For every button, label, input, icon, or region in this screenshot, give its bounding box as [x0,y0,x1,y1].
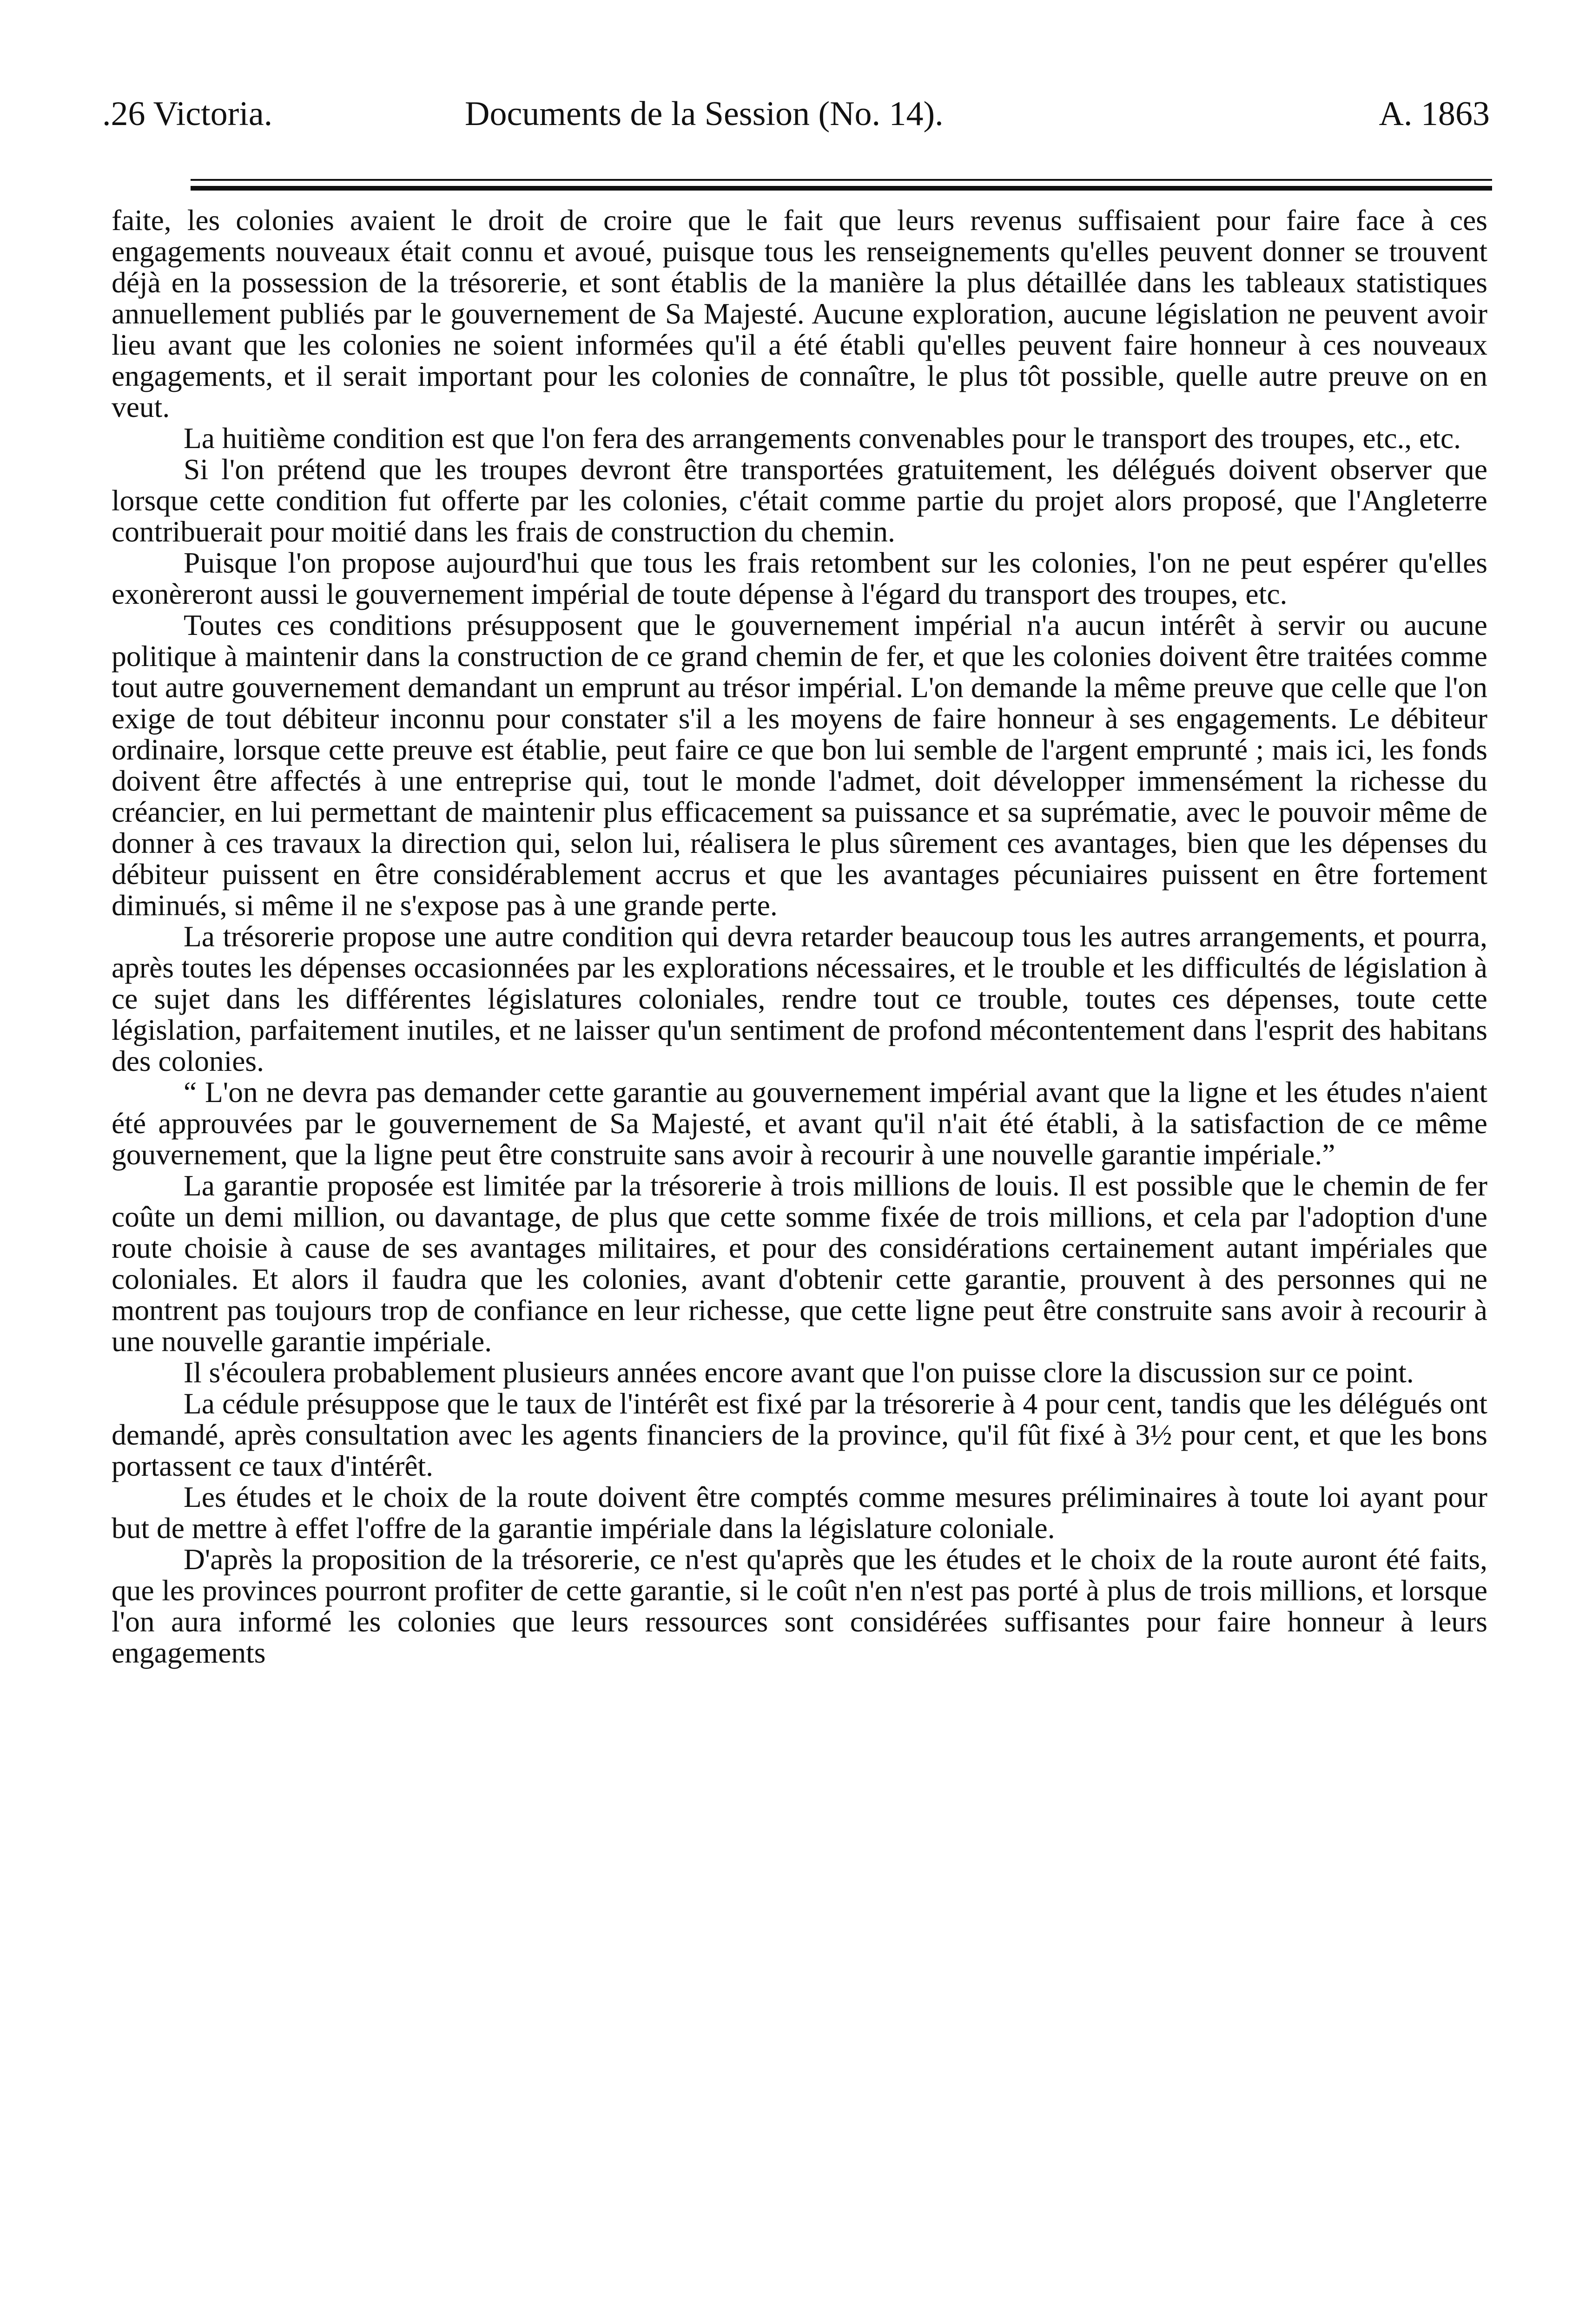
header-year: A. 1863 [1379,95,1490,133]
paragraph-11: Les études et le choix de la route doivent être comptés comme mesures préliminaires à toute loi ayant pour but de mettre à effet l'offre de la garantie impériale dans la législature coloniale. [112,1480,1487,1545]
paragraph-10: La cédule présuppose que le taux de l'intérêt est fixé par la trésorerie à 4 pour cent, tandis que les délégués ont demandé, après consultation avec les agents financiers de la province, qu'il fût fixé à 3½ pour cent, et que les bons portassent ce taux d'intérêt. [112,1387,1487,1482]
paragraph-12: D'après la proposition de la trésorerie, ce n'est qu'après que les études et le choix de la route auront été faits, que les provinces pourront profiter de cette garantie, si le coût n'en n'est pas porté à plus de trois millions, et lorsque l'on aura informé les colonies que leurs ressources sont considérées suffisantes pour faire honneur à leurs engagements [112,1543,1487,1669]
header-rule-thick [191,186,1492,191]
paragraph-4: Puisque l'on propose aujourd'hui que tous les frais retombent sur les colonies, l'on ne peut espérer qu'elles exonèreront aussi le gouvernement impérial de toute dépense à l'égard du transport des troupes, etc. [112,546,1487,610]
header-title: Documents de la Session (No. 14). [465,95,944,133]
paragraph-2: La huitième condition est que l'on fera des arrangements convenables pour le transport des troupes, etc., etc. [184,422,1461,455]
header-volume: .26 Victoria. [102,95,273,133]
running-header [102,93,1490,135]
paragraph-5: Toutes ces conditions présupposent que le gouvernement impérial n'a aucun intérêt à servir ou aucune politique à maintenir dans la construction de ce grand chemin de fer, et que les colonies doivent être traitées comme tout autre gouvernement demandant un emprunt au trésor impérial. L'on demande la même preuve que celle que l'on exige de tout débiteur inconnu pour constater s'il a les moyens de faire honneur à ses engagements. Le débiteur ordinaire, lorsque cette preuve est établie, peut faire ce que bon lui semble de l'argent emprunté ; mais ici, les fonds doivent être affectés à une entreprise qui, tout le monde l'admet, doit développer immensément la richesse du créancier, en lui permettant de maintenir plus efficacement sa puissance et sa suprématie, avec le pouvoir même de donner à ces travaux la direction qui, selon lui, réalisera le plus sûrement ces avantages, bien que les dépenses du débiteur puissent en être considérablement accrus et que les avantages pécuniaires puissent en être fortement diminués, si même il ne s'expose pas à une grande perte. [112,608,1487,922]
paragraph-6: La trésorerie propose une autre condition qui devra retarder beaucoup tous les autres arrangements, et pourra, après toutes les dépenses occasionnées par les explorations nécessaires, et le trouble et les difficultés de législation à ce sujet dans les différentes législatures coloniales, rendre tout ce trouble, toutes ces dépenses, toute cette législation, parfaitement inutiles, et ne laisser qu'un sentiment de profond mécontentement dans l'esprit des habitans des colonies. [112,920,1487,1077]
body-text [112,205,1487,1668]
header-rule-thin [191,179,1492,181]
paragraph-3: Si l'on prétend que les troupes devront être transportées gratuitement, les délégués doivent observer que lorsque cette condition fut offerte par les colonies, c'était comme partie du projet alors proposé, que l'Angleterre contribuerait pour moitié dans les frais de construction du chemin. [112,453,1487,548]
paragraph-9: Il s'écoulera probablement plusieurs années encore avant que l'on puisse clore la discussion sur ce point. [184,1356,1414,1389]
paragraph-1: faite, les colonies avaient le droit de croire que le fait que leurs revenus suffisaient pour faire face à ces engagements nouveaux était connu et avoué, puisque tous les renseignements qu'elles peuvent donner se trouvent déjà en la possession de la trésorerie, et sont établis de la manière la plus détaillée dans les tableaux statistiques annuellement publiés par le gouvernement de Sa Majesté. Aucune exploration, aucune législation ne peuvent avoir lieu avant que les colonies ne soient informées qu'il a été établi qu'elles peuvent faire honneur à ces nouveaux engagements, et il serait important pour les colonies de connaître, le plus tôt possible, quelle autre preuve on en veut. [112,204,1487,423]
paragraph-8: La garantie proposée est limitée par la trésorerie à trois millions de louis. Il est possible que le chemin de fer coûte un demi million, ou davantage, de plus que cette somme fixée de trois millions, et cela par l'adoption d'une route choisie à cause de ses avantages militaires, et pour des considérations certainement autant impériales que coloniales. Et alors il faudra que les colonies, avant d'obtenir cette garantie, prouvent à des personnes qui ne montrent pas toujours trop de confiance en leur richesse, que cette ligne peut être construite sans avoir à recourir à une nouvelle garantie impériale. [112,1169,1487,1358]
paragraph-7-quotation: “ L'on ne devra pas demander cette garantie au gouvernement impérial avant que la ligne et les études n'aient été approuvées par le gouvernement de Sa Majesté, et avant qu'il n'ait été établi, à la satisfaction de ce même gouvernement, que la ligne peut être construite sans avoir à recourir à une nouvelle garantie impériale.” [112,1076,1487,1171]
